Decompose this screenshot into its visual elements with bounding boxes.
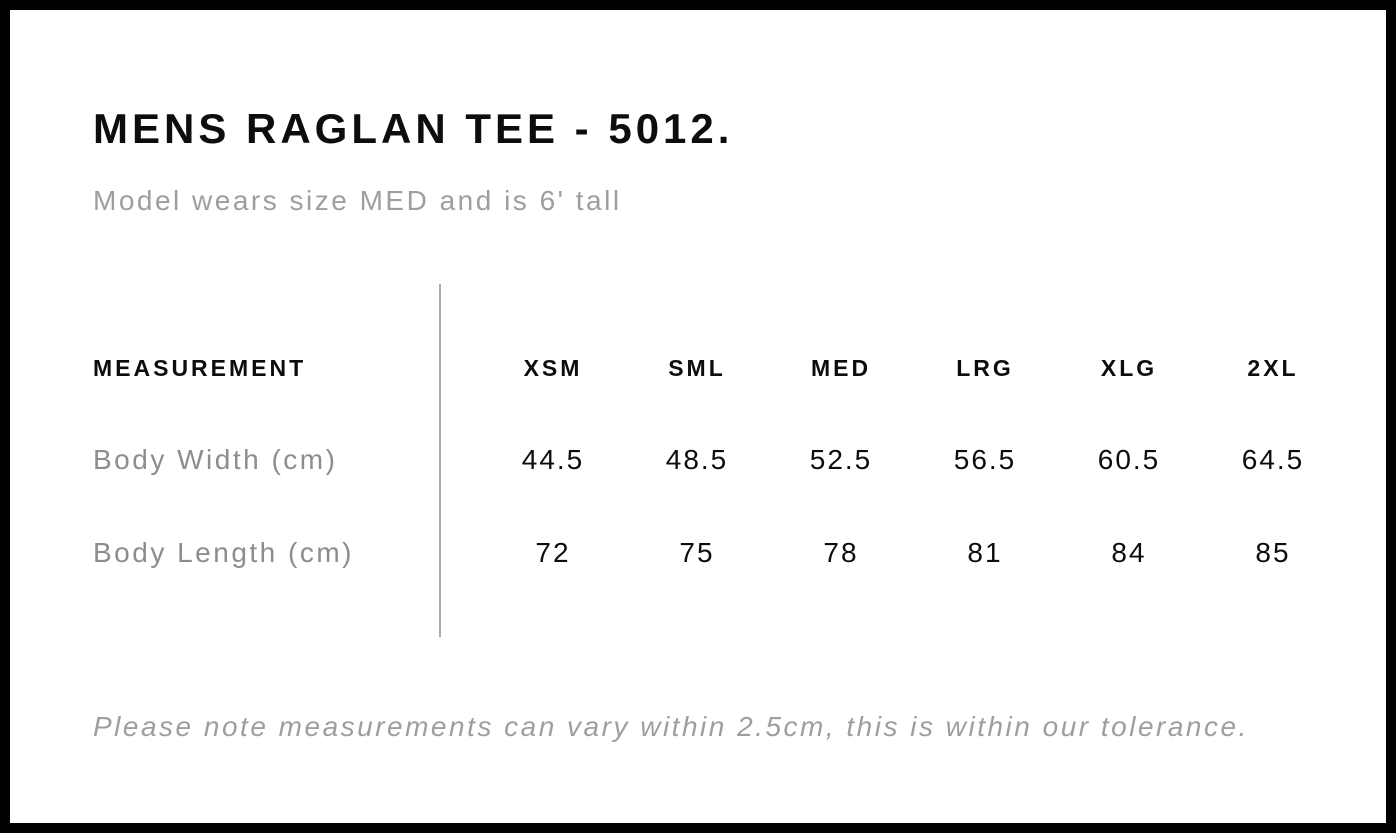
size-header-lrg: LRG xyxy=(956,355,1014,382)
size-guide-content xyxy=(10,106,1386,743)
size-table xyxy=(93,284,1345,637)
body-length-2xl: 85 xyxy=(1255,537,1291,569)
size-header-xsm: XSM xyxy=(523,355,583,382)
vertical-divider xyxy=(439,284,441,637)
body-length-med: 78 xyxy=(823,537,859,569)
model-size-note: Model wears size MED and is 6' tall xyxy=(93,185,622,217)
measurement-column-header: MEASUREMENT xyxy=(93,355,307,382)
size-header-xlg: XLG xyxy=(1100,355,1158,382)
body-width-xsm: 44.5 xyxy=(521,444,585,476)
body-width-med: 52.5 xyxy=(809,444,873,476)
row-label-body-width: Body Width (cm) xyxy=(93,444,338,476)
body-width-2xl: 64.5 xyxy=(1241,444,1305,476)
size-table-header-row xyxy=(93,284,1345,382)
body-width-sml: 48.5 xyxy=(665,444,729,476)
size-header-sml: SML xyxy=(668,355,726,382)
size-header-med: MED xyxy=(810,355,872,382)
table-row-body-width xyxy=(93,445,1345,475)
body-width-xlg: 60.5 xyxy=(1097,444,1161,476)
table-row-body-length xyxy=(93,538,1345,568)
row-label-body-length: Body Length (cm) xyxy=(93,537,354,569)
body-length-xlg: 84 xyxy=(1111,537,1147,569)
size-header-2xl: 2XL xyxy=(1247,355,1299,382)
page-title: MENS RAGLAN TEE - 5012. xyxy=(93,105,734,152)
body-width-lrg: 56.5 xyxy=(953,444,1017,476)
body-length-sml: 75 xyxy=(679,537,715,569)
body-length-xsm: 72 xyxy=(535,537,571,569)
body-length-lrg: 81 xyxy=(967,537,1003,569)
tolerance-note: Please note measurements can vary within 2.5cm, this is within our tolerance. xyxy=(93,711,1249,743)
